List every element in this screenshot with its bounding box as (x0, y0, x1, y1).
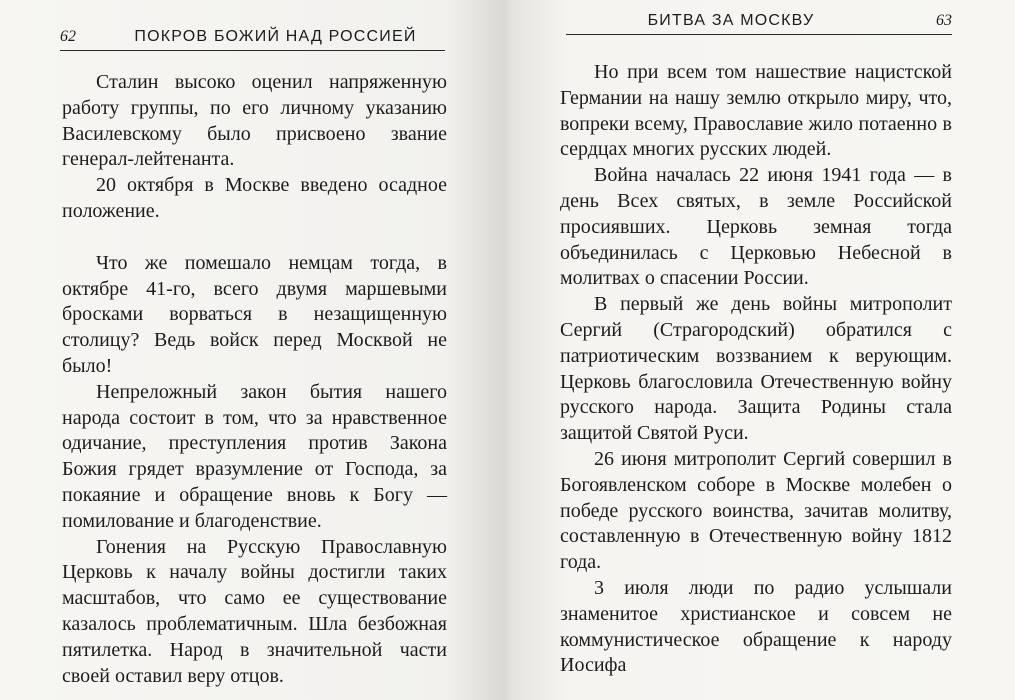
paragraph: 20 октября в Москве введено осадное положение. (62, 174, 447, 222)
section-break (62, 225, 447, 251)
running-header (60, 20, 445, 51)
page-number: 63 (936, 12, 952, 29)
right-page (508, 0, 1015, 700)
paragraph: 3 июля люди по радио услышали знаменитое христианское и совсем не коммунистическое обращение к народу Иосифа (560, 576, 952, 677)
paragraph: Война началась 22 июня 1941 года — в день Всех святых, в земле Российской просиявших. Церковь земная тогда объединилась с Церковью Небесной в молитвах о спасении России. (560, 164, 952, 290)
page-body (62, 70, 447, 689)
paragraph: 26 июня митрополит Сергий совершил в Богоявленском соборе в Москве молебен о победе русского воинства, зачитав молитву, составленную в Отечественную войну 1812 года. (560, 447, 952, 574)
paragraph: Но при всем том нашествие нацистской Германии на нашу землю открыло миру, что, вопреки всему, Православие жило потаенно в сердцах многих русских людей. (560, 61, 952, 161)
paragraph: Сталин высоко оценил напряженную работу группы, по его личному указанию Василевскому было присвоено звание генерал-лейтенанта. (62, 71, 447, 171)
paragraph: Что же помешало немцам тогда, в октябре 41-го, всего двумя маршевыми бросками ворваться в незащищенную столицу? Ведь войск перед Москвой не было! (62, 251, 447, 377)
paragraph: Непреложный закон бытия нашего народа состоит в том, что за нравственное одичание, преступления против Закона Божия грядет вразумление от Господа, за покаяние и обращение вновь к Богу — помилование и благоденствие. (62, 380, 447, 532)
page-number: 62 (60, 28, 76, 45)
paragraph: Гонения на Русскую Православную Церковь к началу войны достигли таких масштабов, что само ее существование казалось проблематичным. Шла безбожная пятилетка. Народ в значительной части своей оставил веру отцов. (62, 535, 447, 687)
paragraph: В первый же день войны митрополит Сергий (Страгородский) обратился с патриотическим воззванием к верующим. Церковь благословила Отечественную войну русского народа. Защита Родины стала защитой Святой Руси. (560, 293, 952, 445)
running-header (566, 8, 952, 35)
page-body (560, 60, 952, 679)
running-title: ПОКРОВ БОЖИЙ НАД РОССИЕЙ (134, 28, 417, 45)
left-page (0, 0, 505, 700)
running-title: БИТВА ЗА МОСКВУ (647, 12, 815, 29)
